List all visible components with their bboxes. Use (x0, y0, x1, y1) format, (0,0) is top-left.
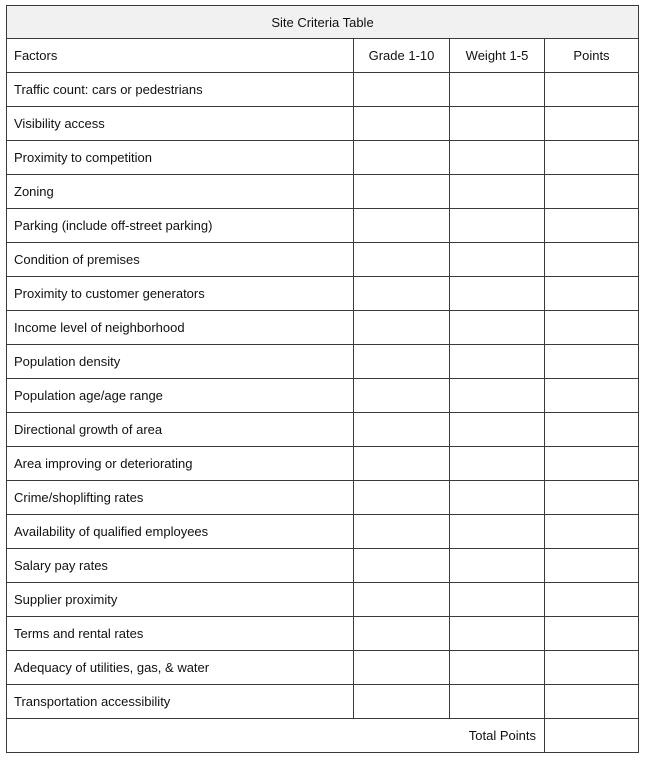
weight-cell[interactable] (450, 243, 545, 277)
site-criteria-table (6, 5, 639, 753)
points-cell[interactable] (545, 549, 639, 583)
points-cell[interactable] (545, 379, 639, 413)
points-cell[interactable] (545, 141, 639, 175)
weight-cell[interactable] (450, 549, 545, 583)
grade-cell[interactable] (354, 481, 450, 515)
weight-cell[interactable] (450, 583, 545, 617)
weight-cell[interactable] (450, 447, 545, 481)
grade-cell[interactable] (354, 141, 450, 175)
factor-label: Parking (include off-street parking) (7, 209, 354, 243)
points-cell[interactable] (545, 277, 639, 311)
table-row (7, 277, 639, 311)
grade-cell[interactable] (354, 685, 450, 719)
table-row (7, 481, 639, 515)
header-points: Points (545, 39, 639, 73)
weight-cell[interactable] (450, 685, 545, 719)
grade-cell[interactable] (354, 413, 450, 447)
factor-label: Proximity to customer generators (7, 277, 354, 311)
factor-label: Income level of neighborhood (7, 311, 354, 345)
table-row (7, 447, 639, 481)
factor-label: Visibility access (7, 107, 354, 141)
total-points-cell[interactable] (545, 719, 639, 753)
points-cell[interactable] (545, 413, 639, 447)
weight-cell[interactable] (450, 481, 545, 515)
table-row (7, 413, 639, 447)
table-row (7, 243, 639, 277)
grade-cell[interactable] (354, 175, 450, 209)
weight-cell[interactable] (450, 141, 545, 175)
grade-cell[interactable] (354, 73, 450, 107)
factor-label: Adequacy of utilities, gas, & water (7, 651, 354, 685)
weight-cell[interactable] (450, 651, 545, 685)
table-row (7, 311, 639, 345)
table-row (7, 141, 639, 175)
factor-label: Population density (7, 345, 354, 379)
factor-label: Crime/shoplifting rates (7, 481, 354, 515)
points-cell[interactable] (545, 447, 639, 481)
table-row (7, 73, 639, 107)
points-cell[interactable] (545, 515, 639, 549)
grade-cell[interactable] (354, 515, 450, 549)
points-cell[interactable] (545, 685, 639, 719)
points-cell[interactable] (545, 175, 639, 209)
table-row (7, 583, 639, 617)
factor-label: Proximity to competition (7, 141, 354, 175)
factor-label: Transportation accessibility (7, 685, 354, 719)
points-cell[interactable] (545, 73, 639, 107)
weight-cell[interactable] (450, 175, 545, 209)
points-cell[interactable] (545, 481, 639, 515)
points-cell[interactable] (545, 617, 639, 651)
factor-label: Availability of qualified employees (7, 515, 354, 549)
header-factors: Factors (7, 39, 354, 73)
points-cell[interactable] (545, 583, 639, 617)
grade-cell[interactable] (354, 209, 450, 243)
total-points-label: Total Points (7, 719, 545, 753)
grade-cell[interactable] (354, 277, 450, 311)
weight-cell[interactable] (450, 209, 545, 243)
factor-label: Directional growth of area (7, 413, 354, 447)
weight-cell[interactable] (450, 379, 545, 413)
weight-cell[interactable] (450, 311, 545, 345)
table-title: Site Criteria Table (7, 6, 639, 39)
table-row (7, 549, 639, 583)
weight-cell[interactable] (450, 413, 545, 447)
factor-label: Zoning (7, 175, 354, 209)
points-cell[interactable] (545, 345, 639, 379)
table-row (7, 685, 639, 719)
table-row (7, 651, 639, 685)
header-weight: Weight 1-5 (450, 39, 545, 73)
grade-cell[interactable] (354, 345, 450, 379)
table-row (7, 345, 639, 379)
table-row (7, 107, 639, 141)
table-row (7, 379, 639, 413)
grade-cell[interactable] (354, 107, 450, 141)
points-cell[interactable] (545, 243, 639, 277)
weight-cell[interactable] (450, 515, 545, 549)
grade-cell[interactable] (354, 651, 450, 685)
factor-label: Salary pay rates (7, 549, 354, 583)
weight-cell[interactable] (450, 107, 545, 141)
points-cell[interactable] (545, 651, 639, 685)
total-row (7, 719, 639, 753)
factor-label: Traffic count: cars or pedestrians (7, 73, 354, 107)
table-header-row (7, 39, 639, 73)
factor-label: Condition of premises (7, 243, 354, 277)
grade-cell[interactable] (354, 583, 450, 617)
grade-cell[interactable] (354, 379, 450, 413)
header-grade: Grade 1-10 (354, 39, 450, 73)
weight-cell[interactable] (450, 73, 545, 107)
points-cell[interactable] (545, 209, 639, 243)
grade-cell[interactable] (354, 311, 450, 345)
points-cell[interactable] (545, 311, 639, 345)
table-title-row (7, 6, 639, 39)
factor-label: Terms and rental rates (7, 617, 354, 651)
grade-cell[interactable] (354, 617, 450, 651)
table-row (7, 209, 639, 243)
weight-cell[interactable] (450, 277, 545, 311)
table-row (7, 617, 639, 651)
weight-cell[interactable] (450, 617, 545, 651)
points-cell[interactable] (545, 107, 639, 141)
table-row (7, 175, 639, 209)
grade-cell[interactable] (354, 243, 450, 277)
grade-cell[interactable] (354, 447, 450, 481)
table-row (7, 515, 639, 549)
factor-label: Population age/age range (7, 379, 354, 413)
factor-label: Supplier proximity (7, 583, 354, 617)
factor-label: Area improving or deteriorating (7, 447, 354, 481)
grade-cell[interactable] (354, 549, 450, 583)
weight-cell[interactable] (450, 345, 545, 379)
